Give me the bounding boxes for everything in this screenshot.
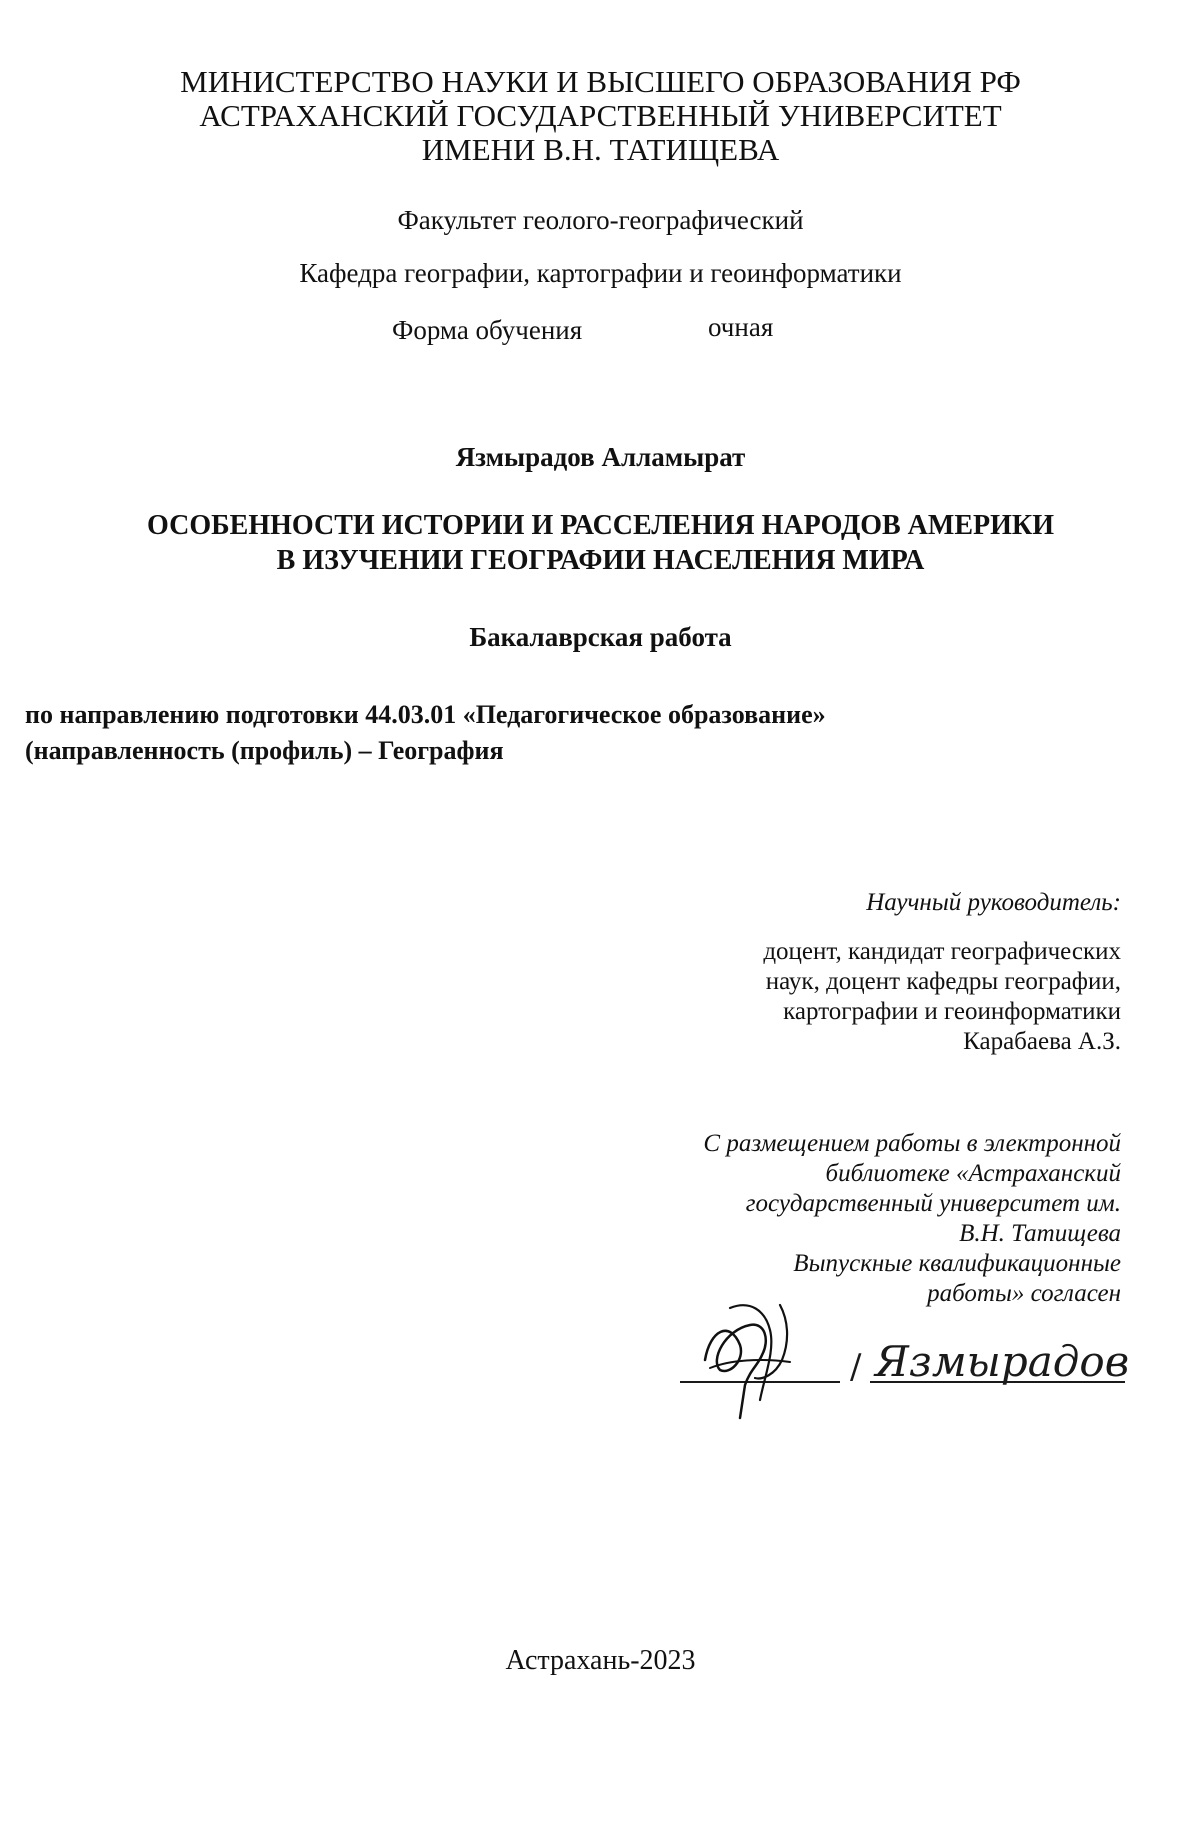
handwritten-signature [670, 1290, 1140, 1420]
consent-line: С размещением работы в электронной [703, 1130, 1121, 1157]
work-type: Бакалаврская работа [469, 622, 732, 652]
supervisor-line: наук, доцент кафедры географии, [765, 968, 1121, 995]
direction-line1: по направлению подготовки 44.03.01 «Педагогическое образование» [25, 700, 826, 729]
signature-name: Язмырадов [875, 1337, 1130, 1386]
supervisor-name: Карабаева А.З. [963, 1028, 1121, 1055]
thesis-title-line1: ОСОБЕННОСТИ ИСТОРИИ И РАССЕЛЕНИЯ НАРОДОВ АМЕРИКИ [147, 510, 1054, 541]
study-form-value: очная [708, 312, 774, 342]
supervisor-line: картографии и геоинформатики [783, 998, 1121, 1025]
ministry-name: МИНИСТЕРСТВО НАУКИ И ВЫСШЕГО ОБРАЗОВАНИЯ РФ [180, 64, 1021, 99]
consent-line: работы» согласен [927, 1280, 1121, 1307]
thesis-title-line2: В ИЗУЧЕНИИ ГЕОГРАФИИ НАСЕЛЕНИЯ МИРА [276, 545, 925, 576]
study-form-label: Форма обучения [392, 315, 583, 345]
university-name: АСТРАХАНСКИЙ ГОСУДАРСТВЕННЫЙ УНИВЕРСИТЕТ [199, 98, 1002, 133]
signature-separator: / [850, 1347, 862, 1387]
consent-line: Выпускные квалификационные [793, 1250, 1121, 1277]
city-year: Астрахань-2023 [505, 1645, 696, 1676]
faculty: Факультет геолого-географический [397, 205, 804, 235]
author-name: Язмырадов Алламырат [455, 442, 746, 472]
supervisor-label: Научный руководитель: [866, 889, 1121, 916]
consent-line: государственный университет им. [745, 1190, 1121, 1217]
department: Кафедра географии, картографии и геоинформатики [299, 258, 902, 288]
supervisor-line: доцент, кандидат географических [763, 938, 1121, 965]
consent-line: В.Н. Татищева [959, 1220, 1121, 1247]
direction-line2: (направленность (профиль) – География [25, 736, 504, 765]
university-named-after: ИМЕНИ В.Н. ТАТИЩЕВА [421, 132, 780, 167]
signature-block [670, 1290, 1140, 1420]
consent-line: библиотеке «Астраханский [825, 1160, 1121, 1187]
